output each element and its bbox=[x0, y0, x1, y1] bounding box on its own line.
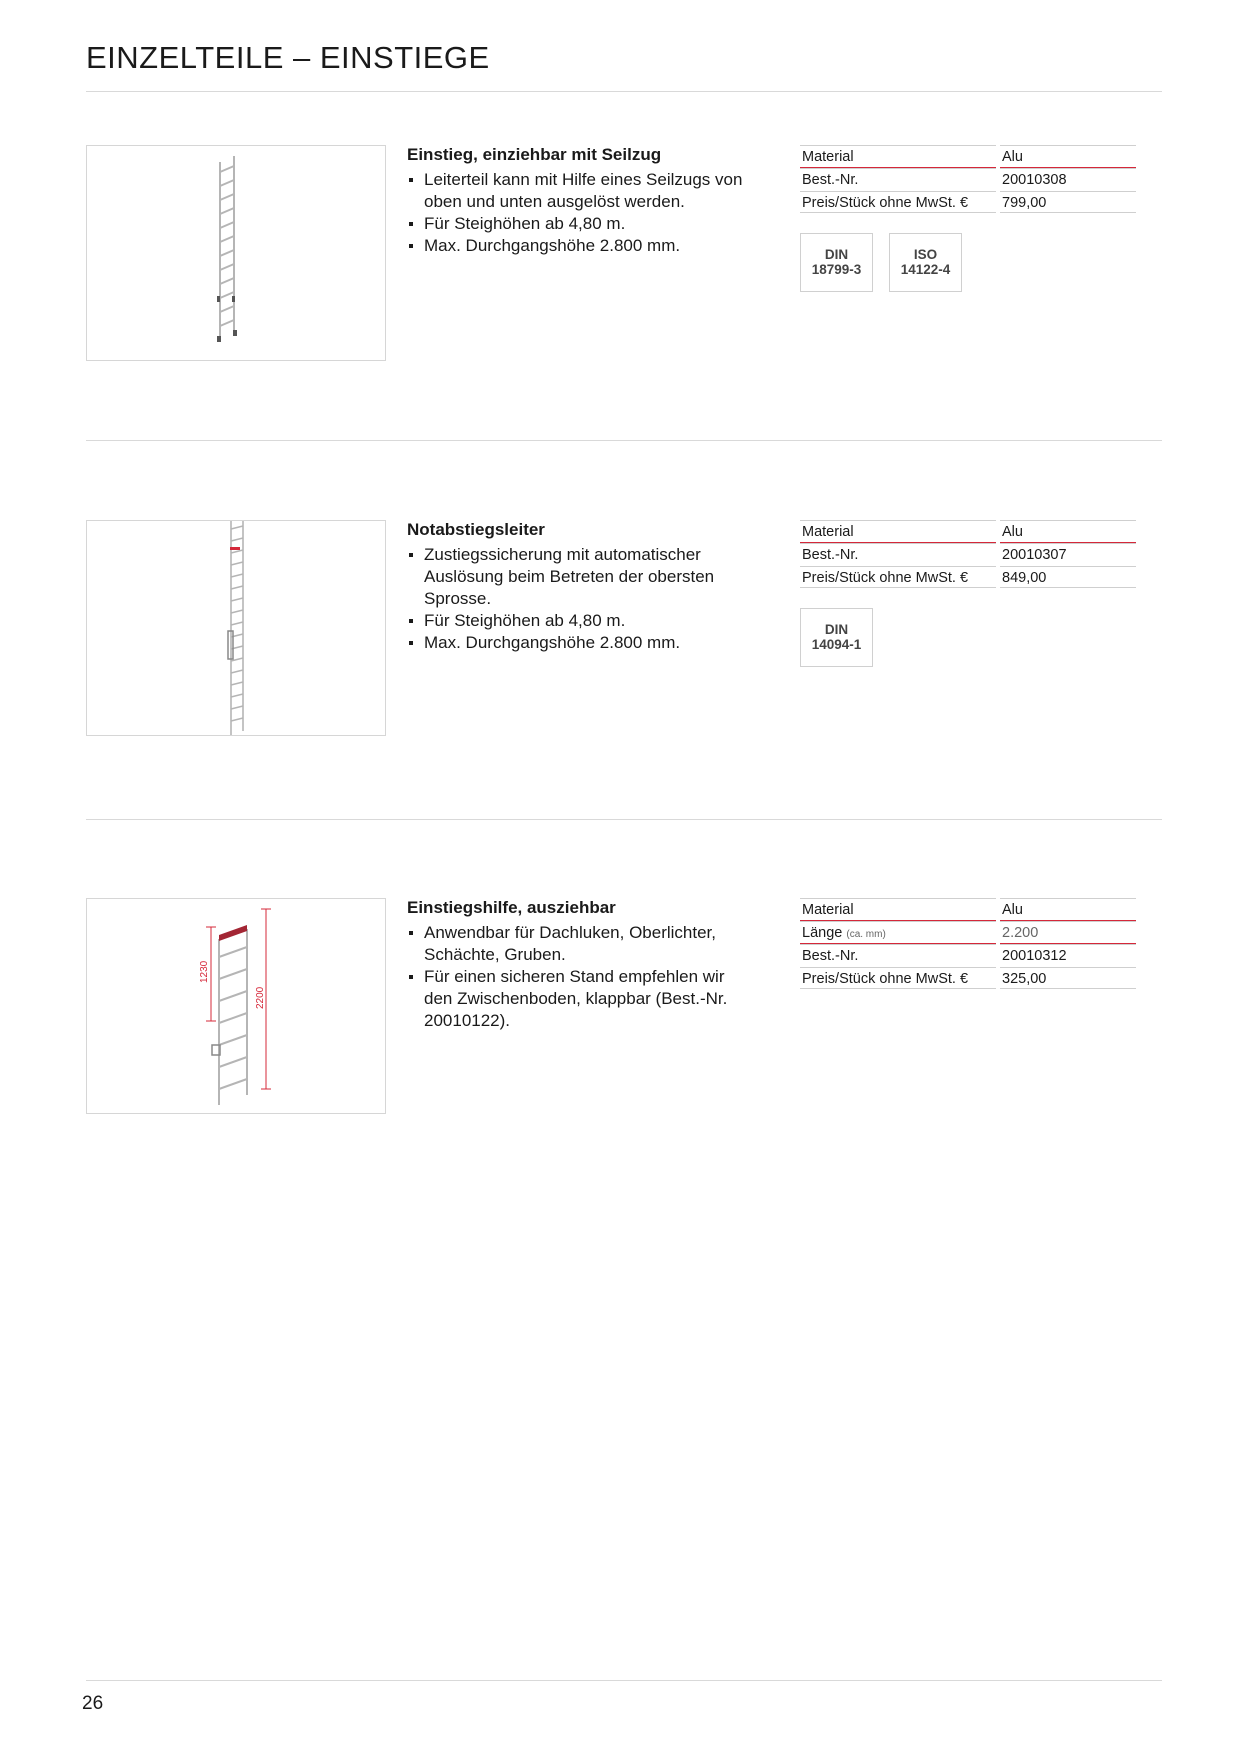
page-title: EINZELTEILE – EINSTIEGE bbox=[86, 40, 490, 75]
spec-value: 20010312 bbox=[1000, 944, 1136, 966]
feature-item: Leiterteil kann mit Hilfe eines Seilzugs von oben und unten ausgelöst werden. bbox=[407, 169, 757, 213]
feature-list bbox=[407, 922, 757, 1032]
spec-row-order-number bbox=[800, 543, 1136, 566]
norm-badge: ISO 14122-4 bbox=[889, 233, 962, 292]
norm-badge: DIN 14094-1 bbox=[800, 608, 873, 667]
spec-table bbox=[800, 145, 1136, 277]
spec-table bbox=[800, 520, 1136, 652]
header-divider bbox=[86, 91, 1162, 92]
spec-value: 325,00 bbox=[1000, 967, 1136, 989]
footer-divider bbox=[86, 1680, 1162, 1681]
spec-row-price bbox=[800, 967, 1136, 990]
feature-item: Für einen sicheren Stand empfehlen wir den Zwischenboden, klappbar (Best.-Nr. 20010122). bbox=[407, 966, 757, 1032]
product-title: Notabstiegsleiter bbox=[407, 520, 545, 539]
spec-label: Preis/Stück ohne MwSt. € bbox=[800, 191, 996, 213]
ladder-illustration bbox=[87, 521, 387, 737]
product-einstieg-seilzug bbox=[86, 145, 1162, 365]
spec-row-order-number bbox=[800, 168, 1136, 191]
feature-item: Max. Durchgangshöhe 2.800 mm. bbox=[407, 632, 757, 654]
spec-label: Best.-Nr. bbox=[800, 168, 996, 190]
product-einstiegshilfe bbox=[86, 898, 1162, 1118]
page-number: 26 bbox=[82, 1693, 104, 1714]
product-title: Einstieg, einziehbar mit Seilzug bbox=[407, 145, 662, 164]
spec-value: 849,00 bbox=[1000, 566, 1136, 588]
norm-badge: DIN 18799-3 bbox=[800, 233, 873, 292]
section-divider bbox=[86, 819, 1162, 820]
feature-item: Für Steighöhen ab 4,80 m. bbox=[407, 213, 757, 235]
product-image bbox=[86, 145, 386, 361]
section-divider bbox=[86, 440, 1162, 441]
spec-value: 2.200 bbox=[1000, 921, 1136, 945]
product-image bbox=[86, 898, 386, 1114]
spec-row-price bbox=[800, 566, 1136, 589]
spec-row-material bbox=[800, 145, 1136, 168]
spec-label: Preis/Stück ohne MwSt. € bbox=[800, 566, 996, 588]
feature-item: Für Steighöhen ab 4,80 m. bbox=[407, 610, 757, 632]
spec-label: Material bbox=[800, 898, 996, 922]
ladder-illustration bbox=[87, 899, 387, 1115]
dimension-label-short: 1230 bbox=[199, 960, 210, 983]
feature-item: Zustiegssicherung mit automatischer Auslösung beim Betreten der obersten Sprosse. bbox=[407, 544, 757, 610]
spec-label: Länge (ca. mm) bbox=[800, 921, 996, 945]
spec-label: Preis/Stück ohne MwSt. € bbox=[800, 967, 996, 989]
spec-value: 799,00 bbox=[1000, 191, 1136, 213]
spec-value: 20010307 bbox=[1000, 543, 1136, 565]
spec-table bbox=[800, 898, 1136, 990]
feature-list bbox=[407, 544, 757, 654]
product-image bbox=[86, 520, 386, 736]
spec-value: 20010308 bbox=[1000, 168, 1136, 190]
dimension-label-long: 2200 bbox=[255, 986, 266, 1009]
spec-row-length bbox=[800, 921, 1136, 944]
spec-label: Best.-Nr. bbox=[800, 543, 996, 565]
spec-value: Alu bbox=[1000, 898, 1136, 922]
feature-item: Max. Durchgangshöhe 2.800 mm. bbox=[407, 235, 757, 257]
spec-value: Alu bbox=[1000, 145, 1136, 169]
spec-value: Alu bbox=[1000, 520, 1136, 544]
product-title: Einstiegshilfe, ausziehbar bbox=[407, 898, 616, 917]
feature-list bbox=[407, 169, 757, 257]
spec-row-order-number bbox=[800, 944, 1136, 967]
feature-item: Anwendbar für Dachluken, Oberlichter, Schächte, Gruben. bbox=[407, 922, 757, 966]
spec-label: Material bbox=[800, 145, 996, 169]
spec-label: Best.-Nr. bbox=[800, 944, 996, 966]
spec-unit: (ca. mm) bbox=[846, 929, 886, 940]
spec-row-material bbox=[800, 520, 1136, 543]
spec-row-price bbox=[800, 191, 1136, 214]
product-notabstiegsleiter bbox=[86, 520, 1162, 740]
spec-label: Material bbox=[800, 520, 996, 544]
spec-row-material bbox=[800, 898, 1136, 921]
ladder-illustration bbox=[87, 146, 387, 362]
